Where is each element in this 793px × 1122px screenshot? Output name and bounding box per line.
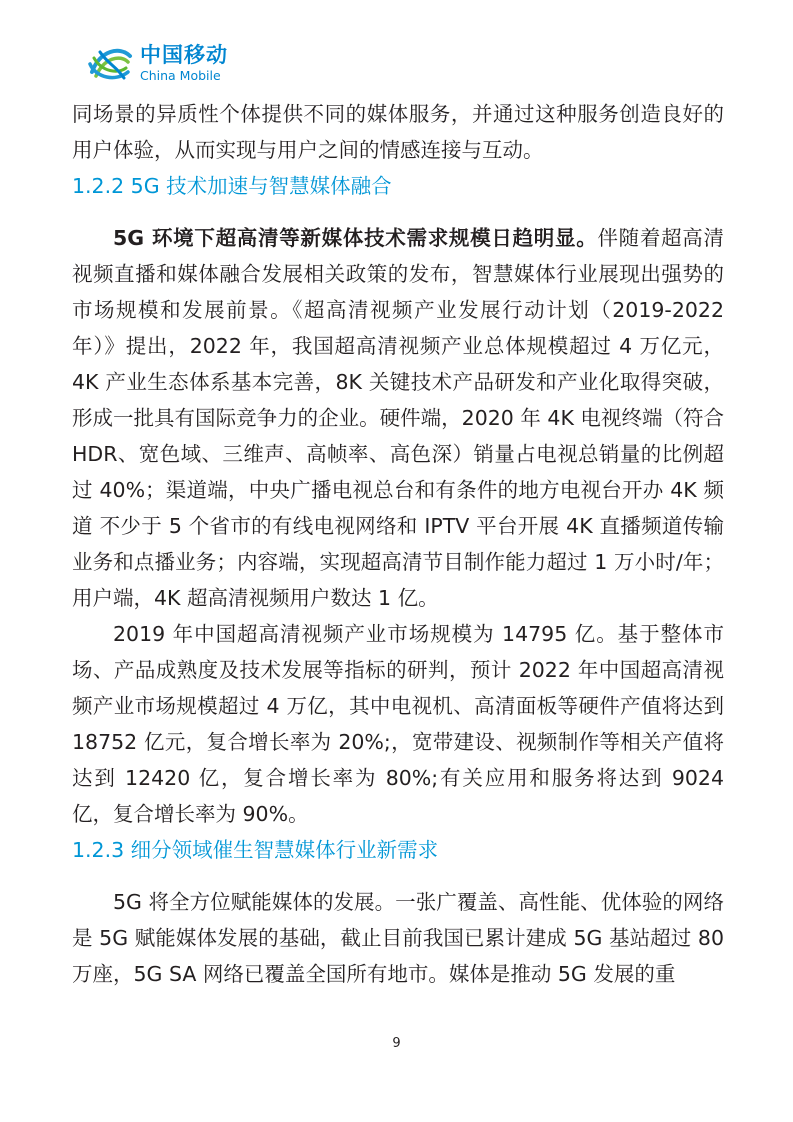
paragraph-uhd-market-size: 2019 年中国超高清视频产业市场规模为 14795 亿。基于整体市场、产品成熟度及技术发展等指标的研判，预计 2022 年中国超高清视频产业市场规模超过 4 万亿，其中电视机、高清面板等硬件产值将达到 18752 亿元，复合增长率为 20%;，宽带建设、视频制作等相关产值将达到 12420 亿，复合增长率为 80%;有关应用和服务将达到 9024 亿，复合增长率为 90%。 [72, 622, 724, 826]
brand-name-chinese: 中国移动 [140, 43, 228, 68]
paragraph-5g-empowerment: 5G 将全方位赋能媒体的发展。一张广覆盖、高性能、优体验的网络是 5G 赋能媒体发展的基础，截止目前我国已累计建成 5G 基站超过 80 万座，5G SA 网络已覆盖全国所有地市。媒体是推动 5G 发展的重 [72, 890, 724, 986]
brand-name-english: China Mobile [140, 68, 221, 84]
page-number: 9 [392, 1036, 401, 1051]
paragraph-5g-uhd-demand [72, 220, 724, 616]
section-heading-1-2-3: 1.2.3 细分领域催生智慧媒体行业新需求 [72, 838, 439, 862]
continuation-paragraph: 同场景的异质性个体提供不同的媒体服务，并通过这种服务创造良好的用户体验，从而实现与用户之间的情感连接与互动。 [72, 102, 724, 162]
brand-name [140, 45, 228, 83]
document-body [72, 96, 724, 992]
page-header [86, 38, 228, 90]
paragraph-lead-sentence: 5G 环境下超高清等新媒体技术需求规模日趋明显。 [113, 226, 598, 250]
paragraph-body-text: 伴随着超高清视频直播和媒体融合发展相关政策的发布，智慧媒体行业展现出强势的市场规模和发展前景。《超高清视频产业发展行动计划（2019-2022 年）》提出，2022 年，我国超高清视频产业总体规模超过 4 万亿元，4K 产业生态体系基本完善，8K 关键技术产品研发和产业化取得突破，形成一批具有国际竞争力的企业。硬件端，2020 年 4K 电视终端（符合 HDR、宽色域、三维声、高帧率、高色深）销量占电视总销量的比例超过 40%；渠道端，中央广播电视总台和有条件的地方电视台开办 4K 频道 不少于 5 个省市的有线电视网络和 IPTV 平台开展 4K 直播频道传输业务和点播业务；内容端，实现超高清节目制作能力超过 1 万小时/年；用户端，4K 超高清视频用户数达 1 亿。 [72, 226, 725, 610]
section-heading-1-2-2: 1.2.2 5G 技术加速与智慧媒体融合 [72, 174, 392, 198]
china-mobile-logo-icon [86, 42, 134, 86]
